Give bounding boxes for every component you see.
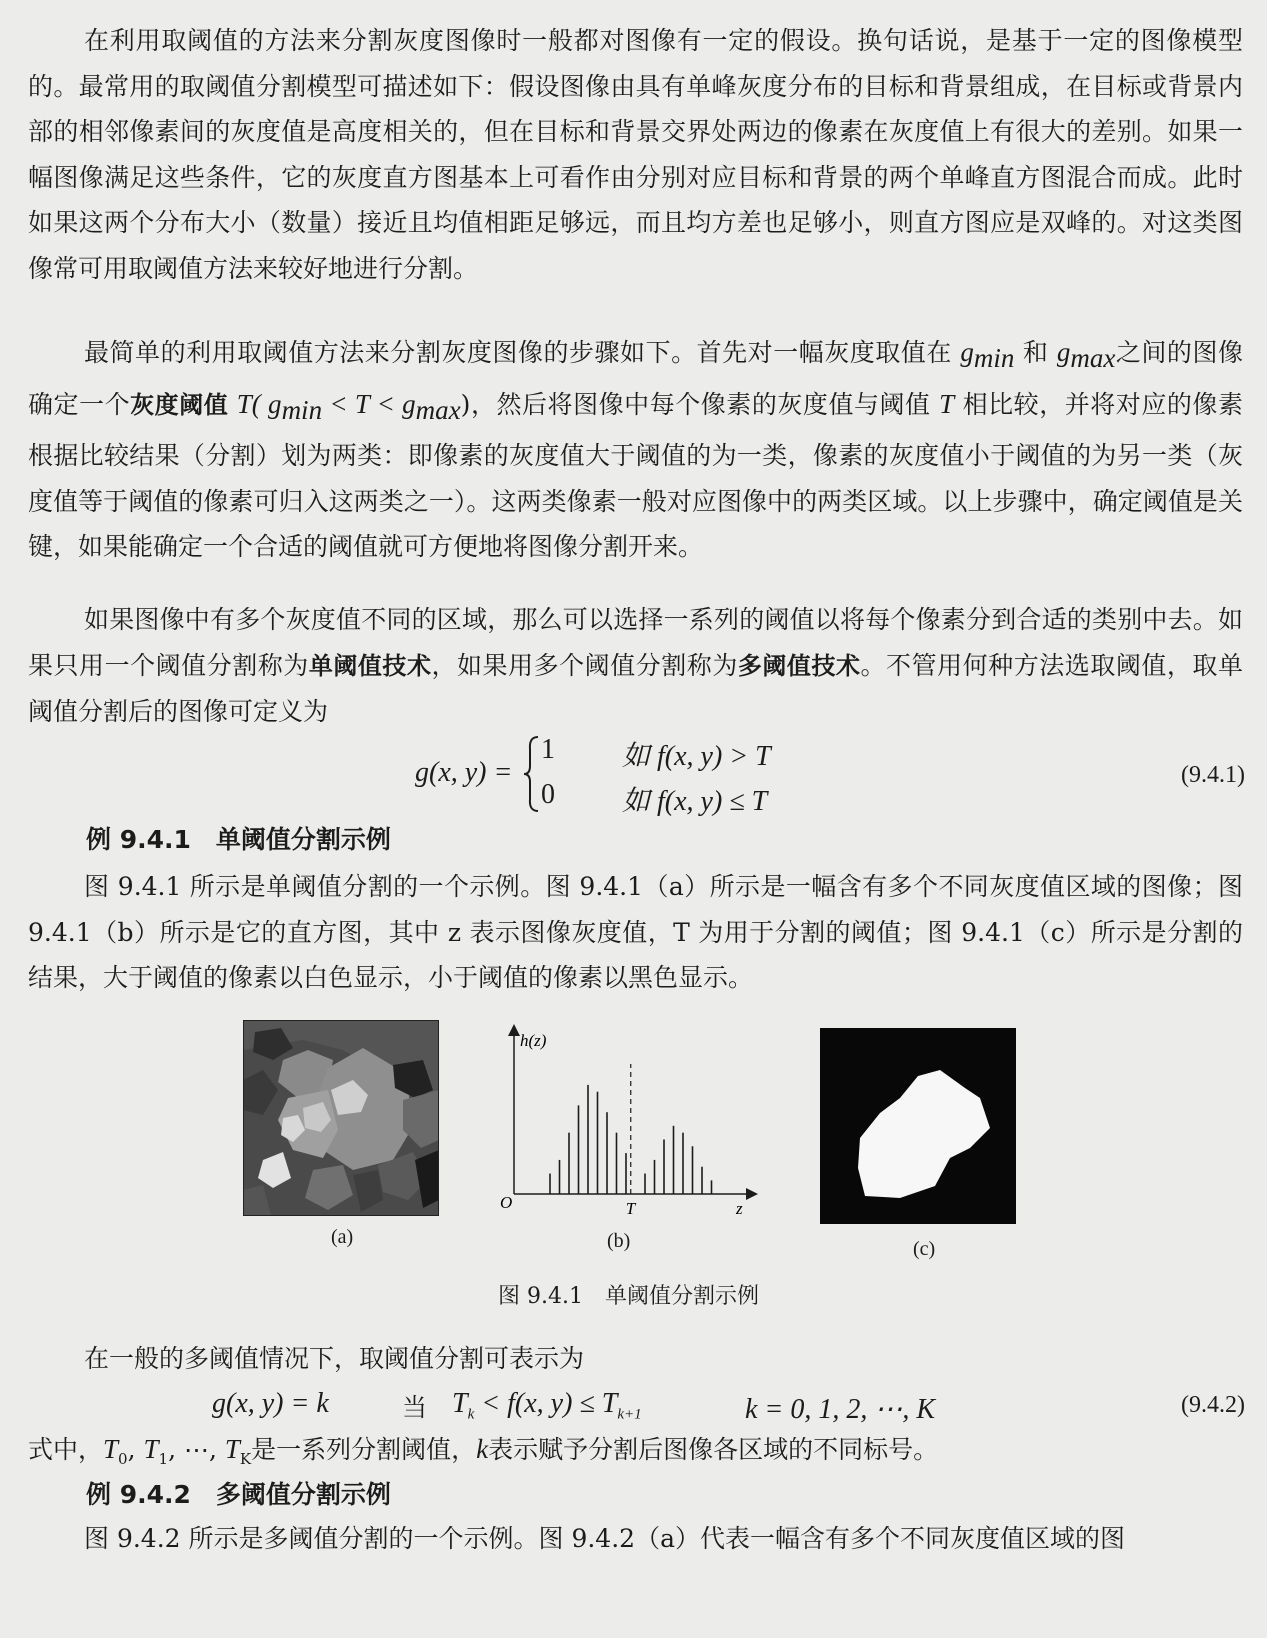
g-min-subscript: min	[281, 394, 323, 425]
origin-label: O	[500, 1193, 513, 1212]
equation-case-value: 1	[541, 734, 555, 765]
figure-caption: 图 9.4.1 单阈值分割示例	[498, 1284, 759, 1309]
text-run: 最简单的利用取阈值方法来分割灰度图像的步骤如下。首先对一幅灰度取值在	[84, 338, 952, 367]
paragraph-text: 图 9.4.1 所示是单阈值分割的一个示例。图 9.4.1（a）所示是一幅含有多个不同灰度值区域的图像；图 9.4.1（b）所示是它的直方图，其中 z 表示图像灰度值，T 为用于分割的阈值；图 9.4.1（c）所示是分割的结果，大于阈值的像素以白色显示，小于阈值的像素以黑色显示。	[28, 872, 1243, 992]
threshold-expression: < T < g	[322, 388, 416, 419]
g-min-symbol: g	[960, 337, 974, 367]
x-axis-label: z	[736, 1199, 743, 1218]
g-max-subscript: max	[1070, 343, 1116, 373]
paragraph-example-1	[28, 864, 1243, 1001]
figure-b-histogram	[490, 1024, 762, 1224]
k-symbol: k	[476, 1434, 489, 1464]
text-run: 式中，	[28, 1435, 104, 1464]
example-title: 例 9.4.1 单阈值分割示例	[86, 825, 391, 854]
y-axis-label: h(z)	[520, 1031, 547, 1050]
figure-c-label: (c)	[913, 1238, 936, 1260]
text-run: 相比较，并将对应的像素根据比较结果（分割）划为两类：即像素的灰度值大于阈值的为一类，像素的灰度值小于阈值的为另一类（灰度值等于阈值的像素可归入这两类之一）。这两类像素一般对应图像中的两类区域。以上步骤中，确定阈值是关键，如果能确定一个合适的阈值就可方便地将图像分割开来。	[28, 389, 1243, 561]
figure-b-label: (b)	[607, 1230, 631, 1252]
t-symbol: T	[103, 1434, 119, 1464]
equation-lhs: g(x, y) =	[415, 757, 513, 788]
equation-case-value: 0	[541, 779, 555, 810]
equation-number: (9.4.1)	[1181, 762, 1245, 788]
equation-lhs: g(x, y) = k	[212, 1388, 329, 1419]
text-run: 如果图像中有多个灰度值不同的区域，那么可以选择一系列的阈值以将每个像素分到合适的类别中去。如果只用一个阈值分割称为	[28, 605, 1243, 680]
equation-when: 当	[402, 1393, 428, 1422]
threshold-label: T	[625, 1199, 636, 1218]
text-run: 是一系列分割阈值，	[251, 1435, 477, 1464]
equation-condition	[452, 1388, 642, 1424]
text-run: ，如果用多个阈值分割称为	[431, 650, 738, 680]
equation-case-condition: 如 f(x, y) ≤ T	[622, 786, 768, 817]
paragraph-multi-threshold-intro	[28, 1336, 1243, 1382]
paragraph-example-2	[28, 1516, 1243, 1562]
bold-term-single-threshold: 单阈值技术	[308, 651, 432, 680]
figure-a-label: (a)	[331, 1226, 354, 1248]
g-min-subscript: min	[973, 343, 1015, 373]
condition-middle: < f(x, y) ≤ T	[474, 1388, 618, 1419]
paragraph-text: 图 9.4.2 所示是多阈值分割的一个示例。图 9.4.2（a）代表一幅含有多个不同灰度值区域的图	[84, 1524, 1125, 1553]
text-run: ，然后将图像中每个像素的灰度值与阈值	[470, 389, 931, 419]
t-k-subscript: k	[467, 1406, 475, 1423]
paragraph-threshold-steps	[28, 330, 1243, 570]
t-subscript: 1	[158, 1450, 169, 1468]
t-k1-subscript: k+1	[617, 1406, 642, 1423]
g-max-subscript: max	[415, 394, 461, 425]
paragraph-text: 在一般的多阈值情况下，取阈值分割可表示为	[84, 1344, 585, 1373]
equation-number: (9.4.2)	[1181, 1392, 1245, 1418]
figure-a-gray-image	[243, 1020, 439, 1216]
example-title: 例 9.4.2 多阈值分割示例	[86, 1480, 391, 1509]
paragraph-text: 在利用取阈值的方法来分割灰度图像时一般都对图像有一定的假设。换句话说，是基于一定的图像模型的。最常用的取阈值分割模型可描述如下：假设图像由具有单峰灰度分布的目标和背景组成，在目标或背景内部的相邻像素间的灰度值是高度相关的，但在目标和背景交界处两边的像素在灰度值上有很大的差别。如果一幅图像满足这些条件，它的灰度直方图基本上可看作由分别对应目标和背景的两个单峰直方图混合而成。此时如果这两个分布大小（数量）接近且均值相距足够远，而且均方差也足够小，则直方图应是双峰的。对这类图像常可用取阈值方法来较好地进行分割。	[28, 26, 1243, 283]
bold-term-multi-threshold: 多阈值技术	[737, 651, 861, 680]
text-run: 表示赋予分割后图像各区域的不同标号。	[488, 1435, 939, 1464]
threshold-expression: T( g	[236, 388, 282, 419]
paragraph-threshold-model	[28, 18, 1243, 291]
text-run: 和	[1022, 338, 1049, 367]
t-subscript: 0	[118, 1450, 128, 1468]
text-run: 之间的图像确定一个	[28, 338, 1243, 419]
brace-icon	[523, 734, 541, 814]
paragraph-multi-threshold	[28, 597, 1243, 735]
threshold-symbol: T	[939, 388, 955, 419]
figure-c-segmented-image	[820, 1028, 1016, 1224]
equation-case-condition: 如 f(x, y) > T	[622, 741, 771, 772]
separator: ,	[127, 1435, 144, 1464]
text-run: )	[460, 389, 471, 419]
separator: , ⋯,	[168, 1435, 225, 1464]
text-run: 。不管用何种方法选取阈值，取单阈值分割后的图像可定义为	[28, 650, 1243, 726]
t-subscript: K	[239, 1450, 252, 1468]
t-k-symbol: T	[452, 1388, 468, 1419]
equation-range: k = 0, 1, 2, ⋯, K	[745, 1394, 935, 1425]
t-symbol: T	[224, 1434, 240, 1464]
t-symbol: T	[143, 1434, 159, 1464]
bold-term-gray-threshold: 灰度阈值	[130, 390, 229, 419]
g-max-symbol: g	[1056, 337, 1071, 367]
